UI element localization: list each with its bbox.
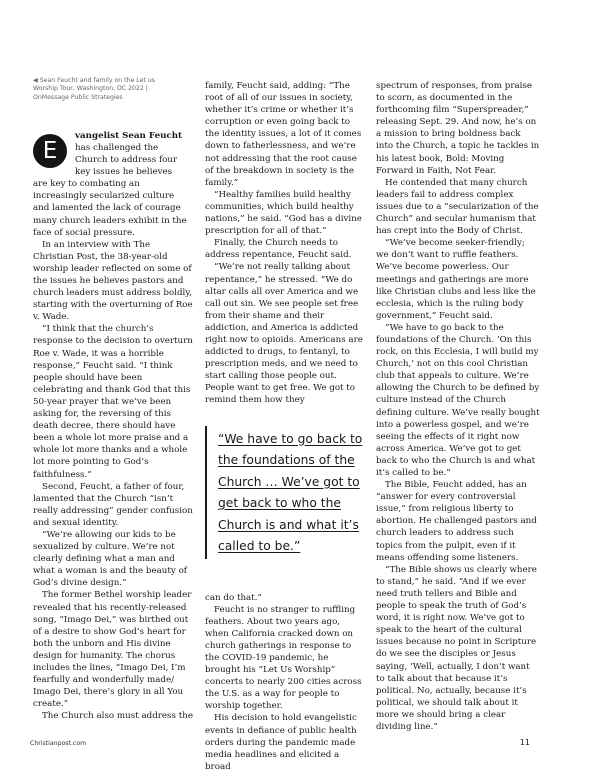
photo-caption bbox=[33, 77, 193, 102]
paragraph: He contended that many church leaders fail to address complex issues due to a “secularization of the Church” and secular humanism that has crept into the Body of Christ. bbox=[376, 177, 539, 237]
paragraph: Finally, the Church needs to address repentance, Feucht said. bbox=[205, 238, 352, 261]
caption-line-3: OnMessage Public Strategies bbox=[33, 93, 123, 101]
pull-quote-text: “We have to go back to the foundations of the Church … We’ve got to get back to who the Church is and what it’s called to be.” bbox=[218, 431, 363, 554]
lead-name: vangelist Sean Feucht bbox=[75, 130, 183, 141]
page-number: 11 bbox=[519, 738, 530, 747]
article-column-1 bbox=[33, 77, 193, 722]
caption-arrow-icon: ◀ bbox=[33, 77, 38, 84]
paragraph: “I think that the church’s response to the decision to overturn Roe v. Wade, it was a horrible response,” Feucht said. “I think people should have been celebrating and thank God that this 50-year prayer that we’ve been asking for, the reversing of this death decree, there should have been a whole lot more praise and a whole lot more thanks and a whole lot more pointing to God’s faithfulness.” bbox=[33, 324, 193, 480]
paragraph: “We’re not really talking about repentance,” he stressed. “We do altar calls all over America and we call out sin. We see people set free from their shame and their addiction, and America is addicted right now to opioids. Americans are addicted to drugs, to fentanyl, to prescription meds, and we need to start calling those people out. People want to get free. We got to remind them how they bbox=[205, 262, 363, 406]
caption-line-2: Worship Tour, Washington, DC 2022 | bbox=[33, 85, 148, 93]
caption-line-1: Sean Feucht and family on the Let us bbox=[39, 77, 155, 84]
footer-site: Christianpost.com bbox=[30, 740, 87, 747]
lead-line: Church to address four bbox=[75, 155, 178, 166]
paragraph: “We’re allowing our kids to be sexualized by culture. We’re not clearly defining what a man and what a woman is and the beauty of God’s divine design.” bbox=[33, 529, 188, 589]
paragraph: “We have to go back to the foundations of the Church. ‘On this rock, on this Ecclesia, I will build my Church,’ not on this cool Christian club that appeals to culture. We’re allowing the Church to be defined by culture instead of the Church defining culture. We’ve really bought into a powerless gospel, and we’re seeing the effects of it right now across America. We’ve got to get back to who the Church is and what it’s called to be.” bbox=[376, 322, 540, 478]
article-column-2 bbox=[205, 80, 365, 773]
lead-line: key issues he believes bbox=[75, 167, 173, 178]
pull-quote bbox=[205, 426, 365, 559]
paragraph: can do that.” bbox=[205, 592, 262, 603]
paragraph: The former Bethel worship leader revealed that his recently-released song, “Imago Dei,” was birthed out of a desire to show God’s heart for both the unborn and His divine design for humanity. The chorus includes the lines, “Imago Dei, I’m fearfully and wonderfully made/ Imago Dei, there’s glory in all You create.” bbox=[33, 590, 192, 710]
paragraph: “The Bible shows us clearly where to stand,” he said. “And if we ever need truth tellers and Bible and people to speak the truth of God’s word, it is right now. We’ve got to speak to the heart of the cultural issues because no point in Scripture do we see the disciples or Jesus saying, ‘Well, actually, I don’t want to talk about that because it’s political. No, actually, because it’s political, we should talk about it more we should bring a clear dividing line.” bbox=[376, 564, 537, 732]
paragraph: increasingly secularized culture and lamented the lack of courage many church leaders exhibit in the face of social pressure. bbox=[33, 191, 187, 238]
lead-line: has challenged the bbox=[75, 142, 159, 153]
paragraph: In an interview with The Christian Post, the 38-year-old worship leader reflected on some of the issues he believes pastors and church leaders must address boldly, starting with the overturning of Roe v. Wade. bbox=[33, 239, 193, 323]
paragraph: The Bible, Feucht added, has an “answer for every controversial issue,” from religious liberty to abortion. He challenged pastors and church leaders to address such topics from the pulpit, even if it means offending some listeners. bbox=[376, 480, 537, 563]
paragraph: spectrum of responses, from praise to scorn, as documented in the forthcoming film “Superspreader,” releasing Sept. 29. And now, he’s on a mission to bring boldness back into the Church, a topic he tackles in his latest book, Bold: Moving Forward in Faith, Not Fear. bbox=[376, 81, 540, 176]
paragraph: “Healthy families build healthy communities, which build healthy nations,” he said. “God has a divine prescription for all of that.” bbox=[205, 189, 362, 237]
paragraph: family, Feucht said, adding: “The root of all of our issues in society, whether it’s crime or whether it’s corruption or even going back to the identity issues, a lot of it comes down to fatherlessness, and we’re not addressing that the root cause of the breakdown in society is the family.” bbox=[205, 81, 362, 188]
paragraph: “We’ve become seeker-friendly; we don’t want to ruffle feathers. We’ve become powerless. Our meetings and gatherings are more like Christian clubs and less like the ecclesia, which is the ruling body government,” Feucht said. bbox=[376, 238, 536, 321]
article-column-3 bbox=[376, 80, 540, 733]
paragraph: Second, Feucht, a father of four, lamented that the Church “isn’t really addressing” gender confusion and sexual identity. bbox=[33, 481, 193, 528]
paragraph: The Church also must address the bbox=[42, 711, 193, 722]
paragraph: Feucht is no stranger to ruffling feathers. About two years ago, when California cracked down on church gatherings in response to the COVID-19 pandemic, he brought his “Let Us Worship” concerts to nearly 200 cities across the U.S. as a way for people to worship together. bbox=[205, 604, 362, 712]
paragraph: His decision to hold evangelistic events in defiance of public health orders during the pandemic made media headlines and elicited a broad bbox=[205, 713, 357, 772]
lead-line: are key to combating an bbox=[33, 179, 140, 190]
drop-cap: E bbox=[33, 134, 67, 168]
